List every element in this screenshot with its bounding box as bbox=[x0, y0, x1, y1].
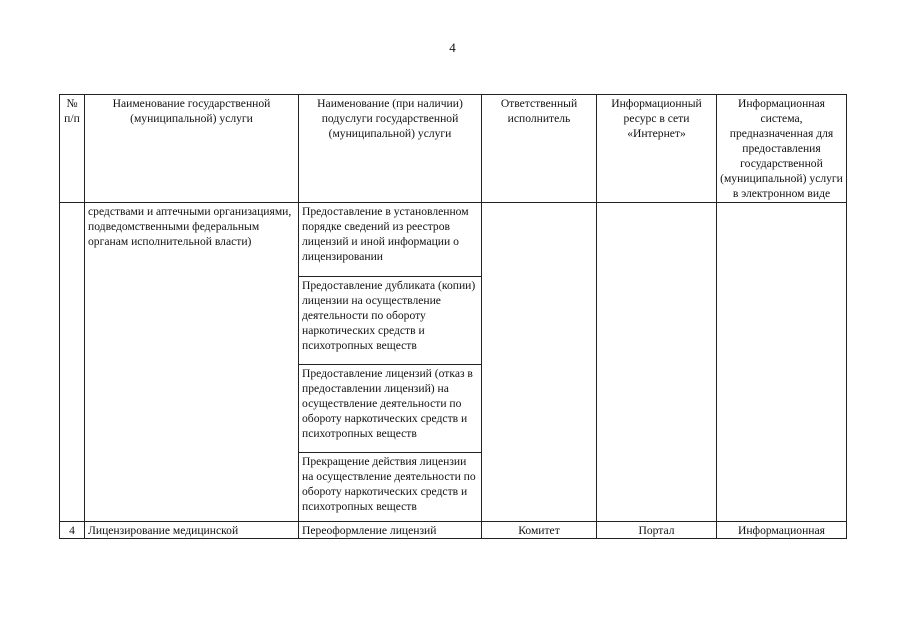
cell-subservice: Предоставление в установленном порядке сведений из реестров лицензий и иной информации о лицензировании bbox=[299, 203, 482, 277]
cell-resource-empty bbox=[597, 203, 717, 522]
header-service: Наименование государственной (муниципальной) услуги bbox=[85, 95, 299, 203]
header-subservice: Наименование (при наличии) подуслуги государственной (муниципальной) услуги bbox=[299, 95, 482, 203]
cell-num-empty bbox=[60, 203, 85, 522]
cell-subservice: Предоставление лицензий (отказ в предоставлении лицензий) на осуществление деятельности по обороту наркотических средств и психотропных веществ bbox=[299, 365, 482, 453]
cell-system-empty bbox=[717, 203, 847, 522]
header-num: № п/п bbox=[60, 95, 85, 203]
cell-subservice: Прекращение действия лицензии на осуществление деятельности по обороту наркотических средств и психотропных веществ bbox=[299, 453, 482, 522]
cell-service: Лицензирование медицинской bbox=[85, 522, 299, 539]
table-header-row bbox=[60, 95, 847, 203]
cell-service-continued: средствами и аптечными организациями, подведомственными федеральным органам исполнительной власти) bbox=[85, 203, 299, 522]
services-table bbox=[59, 94, 847, 539]
header-system: Информационная система, предназначенная для предоставления государственной (муниципальной) услуги в электронном виде bbox=[717, 95, 847, 203]
cell-executor: Комитет bbox=[482, 522, 597, 539]
cell-subservice: Предоставление дубликата (копии) лицензии на осуществление деятельности по обороту наркотических средств и психотропных веществ bbox=[299, 277, 482, 365]
header-executor: Ответственный исполнитель bbox=[482, 95, 597, 203]
cell-system: Информационная bbox=[717, 522, 847, 539]
cell-subservice: Переоформление лицензий bbox=[299, 522, 482, 539]
table-row bbox=[60, 203, 847, 277]
header-resource: Информационный ресурс в сети «Интернет» bbox=[597, 95, 717, 203]
cell-executor-empty bbox=[482, 203, 597, 522]
table-row bbox=[60, 522, 847, 539]
page-number: 4 bbox=[449, 40, 456, 55]
cell-num: 4 bbox=[60, 522, 85, 539]
cell-resource: Портал bbox=[597, 522, 717, 539]
